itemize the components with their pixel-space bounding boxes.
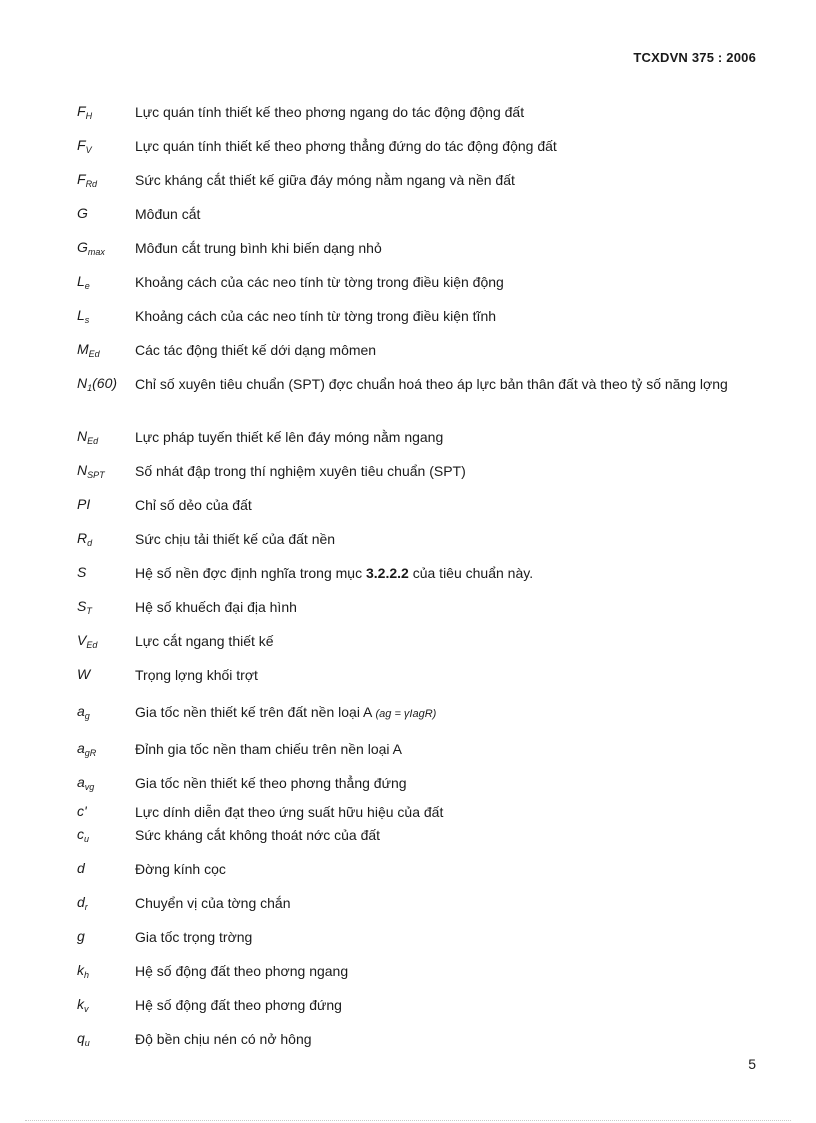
symbol — [77, 703, 90, 721]
symbol-subscript: Ed — [87, 436, 99, 446]
symbol-description — [135, 666, 760, 684]
symbol-description — [135, 774, 760, 792]
description-text: Các tác động thiết kế dới dạng mômen — [135, 342, 377, 358]
symbol — [77, 307, 89, 325]
section-reference: 3.2.2.2 — [366, 565, 409, 581]
description-text: Lực quán tính thiết kế theo phơng ngang do tác động động đất — [135, 104, 525, 120]
symbol — [77, 928, 85, 944]
page-number: 5 — [748, 1056, 756, 1072]
symbol-suffix: (60) — [92, 375, 118, 391]
description-text: Môđun cắt — [135, 206, 201, 222]
symbol — [77, 996, 89, 1014]
symbol-description — [135, 341, 760, 359]
description-text: Lực dính diễn đạt theo ứng suất hữu hiệu của đất — [135, 804, 444, 820]
symbol — [77, 860, 85, 876]
description-text: Lực pháp tuyến thiết kế lên đáy móng nằm ngang — [135, 429, 444, 445]
symbol-subscript: H — [85, 111, 93, 121]
symbol-base: PI — [77, 496, 91, 512]
symbol-subscript: v — [84, 1004, 89, 1014]
symbol-base: S — [77, 598, 87, 614]
symbol-description — [135, 826, 760, 844]
description-text: Hệ số nền đợc định nghĩa trong mục — [135, 565, 366, 581]
symbol-subscript: gR — [84, 748, 97, 758]
description-text: Độ bền chịu nén có nở hông — [135, 1031, 312, 1047]
description-text: Gia tốc nền thiết kế trên đất nền loại A — [135, 704, 372, 720]
symbol-base: V — [77, 632, 87, 648]
symbol — [77, 341, 100, 359]
symbol-description — [135, 598, 760, 616]
symbol-subscript: Ed — [88, 349, 100, 359]
symbol-description — [135, 632, 760, 650]
description-text: Lực cắt ngang thiết kế — [135, 633, 274, 649]
symbol-base: a — [77, 740, 85, 756]
symbol — [77, 598, 92, 616]
symbol-base: F — [77, 137, 86, 153]
symbol-description — [135, 496, 760, 514]
symbol-description — [135, 564, 760, 582]
symbol-subscript: e — [84, 281, 90, 291]
symbol-description — [135, 894, 760, 912]
symbol — [77, 462, 105, 480]
symbol-base: d — [77, 860, 85, 876]
description-text: Sức kháng cắt thiết kế giữa đáy móng nằm ngang và nền đất — [135, 172, 515, 188]
symbol-subscript: T — [86, 606, 92, 616]
symbol-subscript: 1 — [87, 383, 93, 393]
symbol — [77, 564, 86, 580]
description-text: Môđun cắt trung bình khi biến dạng nhỏ — [135, 240, 382, 256]
symbol — [77, 740, 96, 758]
symbol-description — [135, 530, 760, 548]
symbol — [77, 428, 98, 446]
symbol — [77, 496, 90, 512]
description-text: Lực quán tính thiết kế theo phơng thẳng đứng do tác động động đất — [135, 138, 557, 154]
description-text: Khoảng cách của các neo tính từ tờng trong điều kiện động — [135, 274, 504, 290]
symbol-base: c — [77, 826, 84, 842]
description-text: Hệ số động đất theo phơng ngang — [135, 963, 349, 979]
symbol — [77, 894, 88, 912]
symbol-base: a — [77, 774, 85, 790]
symbol-base: L — [77, 307, 85, 323]
description-text: Sức chịu tải thiết kế của đất nền — [135, 531, 336, 547]
symbol — [77, 375, 117, 393]
symbol-base: F — [77, 171, 86, 187]
symbol-description — [135, 928, 760, 946]
symbol — [77, 632, 97, 650]
symbol-subscript: Ed — [86, 640, 98, 650]
symbol-description — [135, 462, 760, 480]
symbol-base: a — [77, 703, 85, 719]
symbol-base: G — [77, 239, 88, 255]
page-header-standard: TCXDVN 375 : 2006 — [633, 50, 756, 65]
symbol-base: N — [77, 375, 88, 391]
symbol — [77, 171, 97, 189]
symbol-subscript: r — [84, 902, 88, 912]
symbol-subscript: u — [84, 1038, 90, 1048]
symbol-description — [135, 273, 760, 291]
description-text: Sức kháng cắt không thoát nớc của đất — [135, 827, 381, 843]
symbol-description — [135, 803, 760, 821]
symbol-description — [135, 428, 760, 446]
symbol-base: k — [77, 996, 84, 1012]
symbol-description — [135, 307, 760, 325]
symbol — [77, 530, 92, 548]
symbol-subscript: d — [87, 538, 93, 548]
symbol — [77, 666, 90, 682]
symbol-subscript: max — [87, 247, 105, 257]
symbol-description — [135, 703, 760, 723]
description-text: của tiêu chuẩn này. — [408, 565, 534, 581]
symbol-base: F — [77, 103, 86, 119]
symbol-description — [135, 860, 760, 878]
symbol-subscript: vg — [84, 782, 95, 792]
symbol-subscript: s — [84, 315, 90, 325]
symbol — [77, 803, 87, 819]
symbol — [77, 273, 90, 291]
formula: (ag = γIagR) — [375, 708, 437, 720]
symbol-base: q — [77, 1030, 85, 1046]
symbol-description — [135, 996, 760, 1014]
symbol-base: d — [77, 894, 85, 910]
symbol — [77, 103, 92, 121]
symbol-base: R — [77, 530, 88, 546]
symbol-subscript: Rd — [85, 179, 98, 189]
description-text: Hệ số khuếch đại địa hình — [135, 599, 297, 615]
symbol-description — [135, 239, 760, 257]
symbol-description — [135, 171, 760, 189]
description-text: Khoảng cách của các neo tính từ tờng trong điều kiện tĩnh — [135, 308, 497, 324]
symbol-base: N — [77, 462, 88, 478]
symbol-base: W — [77, 666, 91, 682]
symbol-base: c' — [77, 803, 87, 819]
symbol-base: k — [77, 962, 84, 978]
symbol-description — [135, 962, 760, 980]
description-text: Trọng lợng khối trợt — [135, 667, 258, 683]
description-text: Đỉnh gia tốc nền tham chiếu trên nền loại A — [135, 741, 402, 757]
symbol-base: L — [77, 273, 85, 289]
symbol-subscript: h — [84, 970, 90, 980]
description-text: Số nhát đập trong thí nghiệm xuyên tiêu chuẩn (SPT) — [135, 463, 466, 479]
description-text: Đờng kính cọc — [135, 861, 226, 877]
description-text: Hệ số động đất theo phơng đứng — [135, 997, 342, 1013]
symbol-subscript: SPT — [87, 470, 105, 480]
symbol — [77, 962, 89, 980]
symbol-description — [135, 375, 760, 393]
symbol — [77, 239, 105, 257]
symbol-subscript: V — [85, 145, 92, 155]
symbol-description — [135, 205, 760, 223]
symbol — [77, 205, 88, 221]
symbol — [77, 826, 89, 844]
description-text: Chỉ số xuyên tiêu chuẩn (SPT) đợc chuẩn hoá theo áp lực bản thân đất và theo tỷ số năng lợng — [135, 376, 728, 392]
description-text: Gia tốc trọng trờng — [135, 929, 253, 945]
symbol-description — [135, 137, 760, 155]
symbol — [77, 774, 94, 792]
symbol-base: M — [77, 341, 89, 357]
description-text: Chuyển vị của tờng chắn — [135, 895, 291, 911]
symbol-description — [135, 1030, 760, 1048]
symbol — [77, 137, 92, 155]
footer-divider — [25, 1120, 791, 1121]
symbol-base: G — [77, 205, 88, 221]
symbol — [77, 1030, 90, 1048]
symbol-subscript: u — [84, 834, 90, 844]
symbol-description — [135, 740, 760, 758]
description-text: Gia tốc nền thiết kế theo phơng thẳng đứng — [135, 775, 407, 791]
symbol-base: g — [77, 928, 85, 944]
description-text: Chỉ số dẻo của đất — [135, 497, 252, 513]
symbol-base: S — [77, 564, 87, 580]
symbol-description — [135, 103, 760, 121]
symbol-base: N — [77, 428, 88, 444]
symbol-subscript: g — [84, 711, 90, 721]
